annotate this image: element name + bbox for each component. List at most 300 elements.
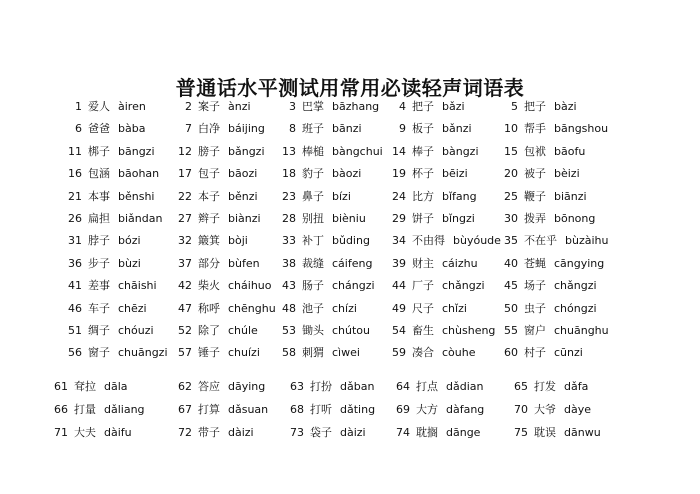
list-item	[48, 403, 145, 417]
entry-number: 39	[392, 256, 406, 270]
list-item	[276, 122, 362, 136]
entry-number: 3	[289, 100, 296, 113]
list-item	[386, 302, 467, 316]
entry-word: 车子	[88, 301, 110, 315]
list-item	[498, 346, 583, 360]
entry-pinyin: běnshi	[118, 189, 155, 203]
entry-number: 72	[178, 426, 192, 439]
entry-number: 71	[54, 426, 68, 439]
entry-pinyin: bōnong	[554, 212, 596, 225]
entry-number: 58	[282, 346, 296, 360]
list-item	[498, 190, 587, 204]
entry-number: 23	[282, 189, 296, 203]
entry-word: 把子	[524, 100, 546, 113]
list-item	[390, 426, 480, 440]
entry-word: 打算	[198, 403, 220, 416]
entry-word: 不由得	[412, 234, 445, 248]
list-item	[62, 257, 141, 271]
entry-number: 38	[282, 256, 296, 270]
entry-word: 答应	[198, 380, 220, 393]
entry-number: 48	[282, 301, 296, 315]
entry-number: 56	[68, 346, 82, 360]
entry-pinyin: bānzi	[332, 122, 362, 136]
entry-pinyin: dǎsuan	[228, 403, 269, 416]
entry-pinyin: dǎban	[340, 380, 375, 393]
list-item	[172, 324, 258, 338]
entry-word: 打点	[416, 380, 438, 393]
entry-word: 锤子	[198, 346, 220, 360]
entry-pinyin: dāla	[104, 380, 128, 393]
entry-pinyin: cūnzi	[554, 346, 583, 360]
entry-word: 补丁	[302, 234, 324, 248]
entry-number: 14	[392, 144, 406, 158]
list-item	[276, 279, 375, 293]
entry-word: 厂子	[412, 279, 434, 293]
list-item	[386, 234, 501, 248]
entry-pinyin: bùzi	[118, 256, 141, 270]
entry-number: 74	[396, 426, 410, 439]
entry-pinyin: biānzi	[554, 189, 587, 203]
entry-word: 打扮	[310, 380, 332, 393]
entry-pinyin: biànzi	[228, 212, 261, 225]
entry-word: 拨弄	[524, 212, 546, 225]
entry-word: 包子	[198, 167, 220, 181]
entry-word: 凑合	[412, 346, 434, 360]
entry-number: 24	[392, 189, 406, 203]
entry-pinyin: bòji	[228, 234, 248, 248]
entry-number: 54	[392, 324, 406, 337]
entry-pinyin: bǔding	[332, 234, 370, 248]
entry-number: 29	[392, 212, 406, 225]
entry-pinyin: bāngzi	[118, 144, 155, 158]
list-item	[498, 279, 597, 293]
entry-word: 别扭	[302, 212, 324, 225]
entry-number: 57	[178, 346, 192, 360]
list-item	[386, 122, 472, 136]
entry-pinyin: chúle	[228, 324, 258, 337]
list-item	[276, 257, 372, 271]
list-item	[172, 426, 254, 440]
entry-pinyin: chízi	[332, 301, 357, 315]
entry-number: 65	[514, 380, 528, 393]
entry-number: 66	[54, 403, 68, 416]
list-item	[498, 257, 604, 271]
list-item	[386, 190, 477, 204]
entry-number: 25	[504, 189, 518, 203]
list-item	[62, 212, 162, 226]
entry-word: 虫子	[524, 301, 546, 315]
list-item	[276, 234, 370, 248]
entry-pinyin: dānwu	[564, 426, 601, 439]
list-item	[62, 234, 141, 248]
entry-number: 45	[504, 279, 518, 293]
list-item	[284, 426, 366, 440]
list-item	[172, 167, 257, 181]
list-item	[386, 324, 495, 338]
entry-number: 40	[504, 256, 518, 270]
entry-pinyin: dàizi	[228, 426, 254, 439]
entry-word: 本事	[88, 189, 110, 203]
entry-pinyin: còuhe	[442, 346, 476, 360]
list-item	[276, 100, 379, 114]
entry-pinyin: dàizi	[340, 426, 366, 439]
entry-word: 被子	[524, 167, 546, 181]
entry-pinyin: bǎngzi	[228, 144, 265, 158]
list-item	[498, 100, 577, 114]
list-item	[498, 145, 585, 159]
entry-number: 22	[178, 189, 192, 203]
entry-word: 部分	[198, 256, 220, 270]
entry-number: 15	[504, 144, 518, 158]
entry-pinyin: dǎting	[340, 403, 376, 416]
entry-number: 70	[514, 403, 528, 416]
entry-pinyin: chǎngzi	[554, 279, 597, 293]
entry-word: 差事	[88, 279, 110, 293]
entry-word: 班子	[302, 122, 324, 136]
entry-pinyin: cháihuo	[228, 279, 272, 293]
entry-number: 55	[504, 324, 518, 337]
entry-number: 67	[178, 403, 192, 416]
list-item	[498, 324, 609, 338]
entry-pinyin: cìwei	[332, 346, 360, 360]
entry-number: 43	[282, 279, 296, 293]
entry-pinyin: biǎndan	[118, 212, 163, 225]
list-item	[276, 167, 361, 181]
entry-word: 爱人	[88, 100, 110, 113]
entry-pinyin: bāofu	[554, 144, 586, 158]
list-item	[62, 346, 168, 360]
entry-number: 31	[68, 234, 82, 248]
entry-number: 47	[178, 301, 192, 315]
entry-word: 窗子	[88, 346, 110, 360]
entry-word: 大方	[416, 403, 438, 416]
list-item	[276, 212, 366, 226]
entry-word: 绸子	[88, 324, 110, 337]
list-item	[508, 403, 591, 417]
entry-pinyin: bàngchui	[332, 144, 383, 158]
entry-number: 36	[68, 256, 82, 270]
entry-pinyin: chóuzi	[118, 324, 154, 337]
list-item	[276, 145, 383, 159]
entry-number: 49	[392, 301, 406, 315]
entry-pinyin: dàye	[564, 403, 592, 416]
entry-number: 52	[178, 324, 192, 337]
entry-pinyin: chuānghu	[554, 324, 609, 337]
entry-number: 41	[68, 279, 82, 293]
entry-word: 包涵	[88, 167, 110, 181]
entry-word: 锄头	[302, 324, 324, 337]
entry-pinyin: dǎliang	[104, 403, 145, 416]
list-item	[48, 426, 132, 440]
entry-pinyin: bǐfang	[442, 189, 477, 203]
entry-word: 财主	[412, 256, 434, 270]
list-item	[172, 346, 260, 360]
entry-pinyin: chuāngzi	[118, 346, 168, 360]
entry-word: 爸爸	[88, 122, 110, 136]
entry-number: 73	[290, 426, 304, 439]
list-item	[62, 324, 154, 338]
entry-word: 肠子	[302, 279, 324, 293]
entry-word: 称呼	[198, 301, 220, 315]
entry-word: 簸箕	[198, 234, 220, 248]
entry-word: 把子	[412, 100, 434, 113]
list-item	[172, 302, 276, 316]
list-item	[62, 279, 157, 293]
entry-word: 窗户	[524, 324, 546, 337]
entry-word: 帮手	[524, 122, 546, 136]
entry-number: 37	[178, 256, 192, 270]
entry-pinyin: chángzi	[332, 279, 375, 293]
list-item	[172, 100, 251, 114]
list-item	[386, 257, 478, 271]
entry-word: 打听	[310, 403, 332, 416]
entry-pinyin: chǐzi	[442, 301, 467, 315]
entry-word: 饼子	[412, 212, 434, 225]
entry-number: 9	[399, 122, 406, 136]
list-item	[498, 122, 608, 136]
entry-number: 75	[514, 426, 528, 439]
list-item	[386, 100, 465, 114]
list-item	[62, 145, 155, 159]
entry-word: 比方	[412, 189, 434, 203]
list-item	[276, 190, 351, 204]
list-item	[62, 167, 159, 181]
entry-word: 包袱	[524, 144, 546, 158]
entry-word: 除了	[198, 324, 220, 337]
list-item	[498, 167, 580, 181]
entry-word: 棒子	[412, 144, 434, 158]
entry-pinyin: bàba	[118, 122, 146, 136]
entry-pinyin: bāozi	[228, 167, 258, 181]
entry-pinyin: bāngshou	[554, 122, 609, 136]
entry-pinyin: chuízi	[228, 346, 260, 360]
entry-pinyin: dāying	[228, 380, 266, 393]
entry-number: 16	[68, 167, 82, 181]
entry-number: 21	[68, 189, 82, 203]
entry-number: 12	[178, 144, 192, 158]
entry-word: 袋子	[310, 426, 332, 439]
list-item	[276, 324, 370, 338]
entry-pinyin: cáifeng	[332, 256, 373, 270]
entry-pinyin: cáizhu	[442, 256, 478, 270]
entry-pinyin: báijing	[228, 122, 265, 136]
list-item	[284, 403, 375, 417]
entry-pinyin: dǎfa	[564, 380, 589, 393]
list-item	[386, 279, 485, 293]
entry-word: 柴火	[198, 279, 220, 293]
entry-word: 脖子	[88, 234, 110, 248]
entry-word: 扁担	[88, 212, 110, 225]
entry-pinyin: bǐngzi	[442, 212, 475, 225]
entry-word: 耽误	[534, 426, 556, 439]
entry-word: 池子	[302, 301, 324, 315]
entry-word: 畜生	[412, 324, 434, 337]
list-item	[172, 212, 261, 226]
entry-word: 刺猬	[302, 346, 324, 360]
page-title: 普通话水平测试用常用必读轻声词语表	[175, 76, 525, 100]
entry-pinyin: bàzi	[554, 100, 577, 113]
entry-pinyin: bùyóude	[453, 234, 501, 248]
entry-word: 苍蝇	[524, 256, 546, 270]
list-item	[172, 279, 272, 293]
list-item	[390, 380, 483, 394]
list-item	[172, 122, 265, 136]
list-item	[172, 145, 265, 159]
list-item	[508, 380, 588, 394]
entry-number: 19	[392, 167, 406, 181]
list-item	[276, 302, 357, 316]
list-item	[498, 212, 595, 226]
entry-word: 本子	[198, 189, 220, 203]
entry-number: 59	[392, 346, 406, 360]
entry-pinyin: bǎnzi	[442, 122, 472, 136]
entry-number: 46	[68, 301, 82, 315]
list-item	[284, 380, 374, 394]
entry-pinyin: bàngzi	[442, 144, 479, 158]
entry-word: 膀子	[198, 144, 220, 158]
entry-word: 棒槌	[302, 144, 324, 158]
entry-word: 梆子	[88, 144, 110, 158]
entry-number: 61	[54, 380, 68, 393]
entry-pinyin: àiren	[118, 100, 146, 113]
entry-pinyin: bùfen	[228, 256, 260, 270]
entry-word: 大夫	[74, 426, 96, 439]
entry-number: 26	[68, 212, 82, 225]
entry-word: 不在乎	[524, 234, 557, 248]
entry-number: 35	[504, 234, 518, 248]
entry-pinyin: bèizi	[554, 167, 580, 181]
entry-pinyin: chǎngzi	[442, 279, 485, 293]
entry-word: 步子	[88, 256, 110, 270]
entry-pinyin: chēzi	[118, 301, 147, 315]
entry-pinyin: dǎdian	[446, 380, 484, 393]
entry-pinyin: chēnghu	[228, 301, 276, 315]
entry-word: 打量	[74, 403, 96, 416]
entry-number: 28	[282, 212, 296, 225]
entry-number: 18	[282, 167, 296, 181]
entry-pinyin: chāishi	[118, 279, 157, 293]
entry-number: 63	[290, 380, 304, 393]
entry-word: 带子	[198, 426, 220, 439]
list-item	[48, 380, 128, 394]
list-item	[508, 426, 601, 440]
list-item	[386, 346, 476, 360]
list-item	[386, 212, 475, 226]
entry-number: 13	[282, 144, 296, 158]
list-item	[390, 403, 484, 417]
entry-word: 尺子	[412, 301, 434, 315]
entry-pinyin: bāohan	[118, 167, 160, 181]
entry-pinyin: ànzi	[228, 100, 251, 113]
entry-number: 27	[178, 212, 192, 225]
entry-number: 10	[504, 122, 518, 136]
entry-number: 11	[68, 144, 82, 158]
entry-pinyin: bāzhang	[332, 100, 380, 113]
entry-number: 53	[282, 324, 296, 337]
entry-word: 耽搁	[416, 426, 438, 439]
entry-number: 4	[399, 100, 406, 113]
entry-pinyin: bózi	[118, 234, 141, 248]
list-item	[172, 403, 268, 417]
entry-number: 51	[68, 324, 82, 337]
entry-number: 5	[511, 100, 518, 113]
list-item	[498, 234, 608, 248]
list-item	[62, 100, 146, 114]
entry-word: 场子	[524, 279, 546, 293]
entry-pinyin: bièniu	[332, 212, 366, 225]
entry-number: 33	[282, 234, 296, 248]
entry-number: 17	[178, 167, 192, 181]
entry-number: 8	[289, 122, 296, 136]
entry-number: 68	[290, 403, 304, 416]
entry-pinyin: dàfang	[446, 403, 485, 416]
list-item	[386, 145, 479, 159]
entry-pinyin: bàozi	[332, 167, 362, 181]
entry-word: 豹子	[302, 167, 324, 181]
entry-number: 42	[178, 279, 192, 293]
entry-number: 32	[178, 234, 192, 248]
entry-pinyin: chútou	[332, 324, 371, 337]
list-item	[386, 167, 468, 181]
entry-number: 64	[396, 380, 410, 393]
entry-word: 白净	[198, 122, 220, 136]
entry-number: 20	[504, 167, 518, 181]
list-item	[276, 346, 360, 360]
entry-word: 鼻子	[302, 189, 324, 203]
entry-pinyin: chùsheng	[442, 324, 496, 337]
entry-number: 2	[185, 100, 192, 113]
entry-number: 30	[504, 212, 518, 225]
entry-number: 62	[178, 380, 192, 393]
entry-pinyin: bēizi	[442, 167, 468, 181]
entry-word: 巴掌	[302, 100, 324, 113]
entry-word: 辫子	[198, 212, 220, 225]
list-item	[172, 380, 265, 394]
entry-word: 鞭子	[524, 189, 546, 203]
entry-pinyin: chóngzi	[554, 301, 597, 315]
entry-pinyin: bǎzi	[442, 100, 465, 113]
list-item	[62, 122, 145, 136]
entry-number: 50	[504, 301, 518, 315]
entry-number: 6	[75, 122, 82, 136]
list-item	[172, 257, 260, 271]
entry-word: 板子	[412, 122, 434, 136]
entry-number: 1	[75, 100, 82, 113]
entry-pinyin: dàifu	[104, 426, 132, 439]
entry-number: 60	[504, 346, 518, 360]
entry-pinyin: cāngying	[554, 256, 605, 270]
entry-pinyin: bùzàihu	[565, 234, 609, 248]
entry-word: 打发	[534, 380, 556, 393]
entry-word: 裁缝	[302, 256, 324, 270]
entry-number: 69	[396, 403, 410, 416]
list-item	[62, 302, 147, 316]
entry-word: 耷拉	[74, 380, 96, 393]
entry-word: 杯子	[412, 167, 434, 181]
entry-number: 7	[185, 122, 192, 136]
list-item	[62, 190, 154, 204]
entry-number: 34	[392, 234, 406, 248]
entry-word: 大爷	[534, 403, 556, 416]
entry-number: 44	[392, 279, 406, 293]
list-item	[172, 190, 258, 204]
entry-pinyin: běnzi	[228, 189, 258, 203]
entry-word: 案子	[198, 100, 220, 113]
entry-pinyin: bízi	[332, 189, 351, 203]
entry-pinyin: dānge	[446, 426, 481, 439]
list-item	[172, 234, 248, 248]
entry-word: 村子	[524, 346, 546, 360]
